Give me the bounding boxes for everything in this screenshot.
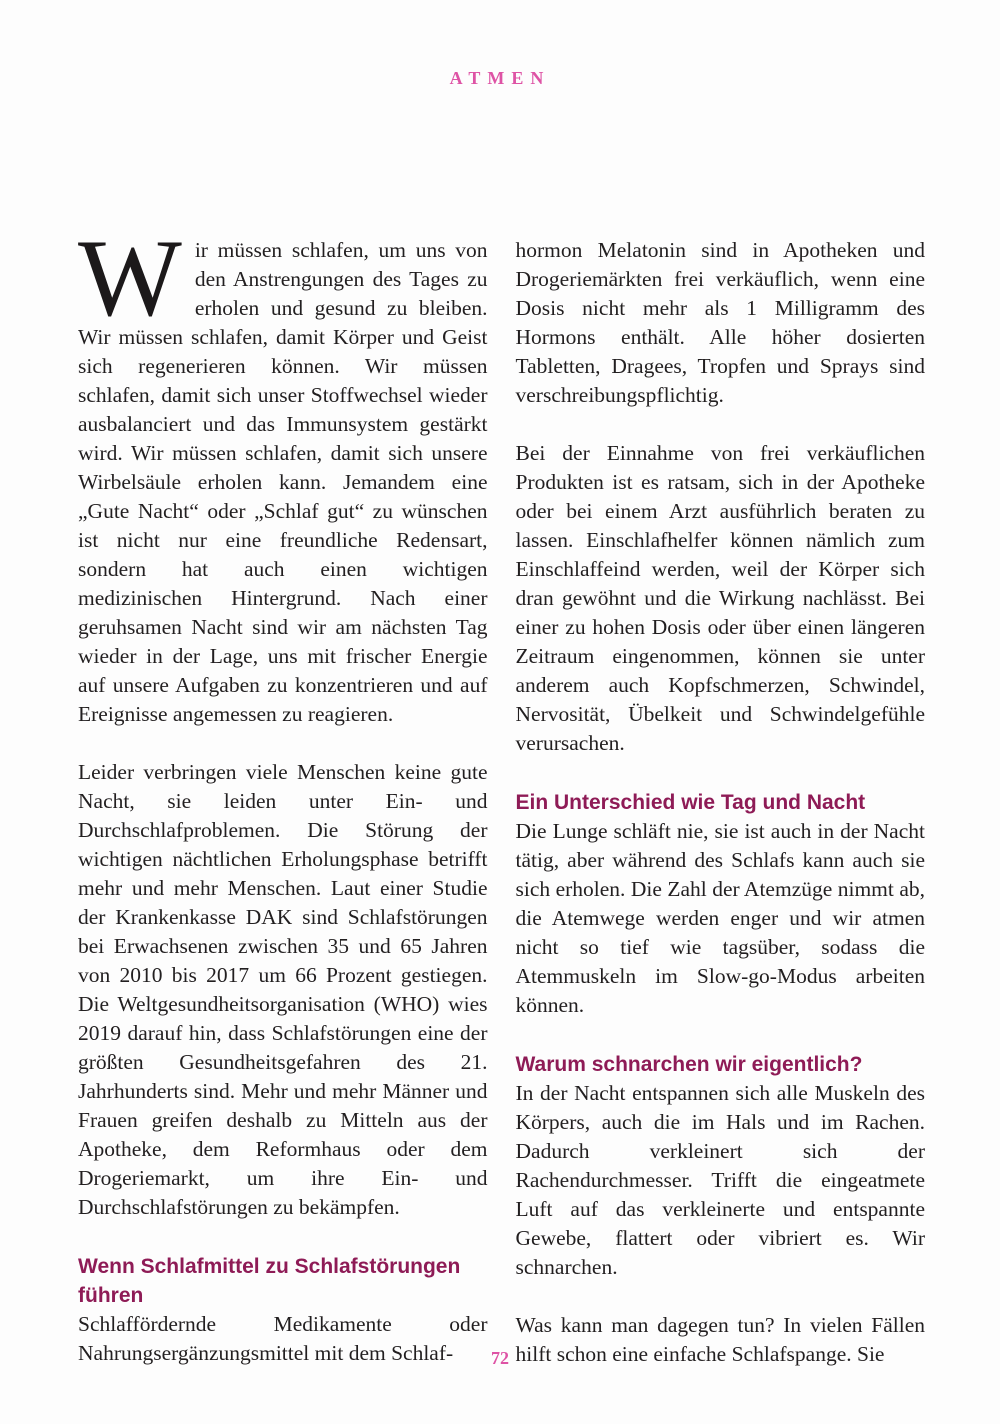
lung-paragraph: Die Lunge schläft nie, sie ist auch in der Nacht tätig, aber während des Schlafs kann auch sie sich erholen. Die Zahl der Atemzüge nimmt ab, die Atemwege werden enger und wir atmen nicht so tief wie tagsüber, sodass die Atemmuskeln im Slow-go-Modus arbeiten können. bbox=[515, 819, 925, 1017]
left-column bbox=[78, 217, 488, 1369]
running-head: ATMEN bbox=[449, 68, 551, 88]
remedy-paragraph-start: Was kann man dagegen tun? In vielen Fällen hilft schon eine einfache Schlafspange. Sie bbox=[515, 1313, 925, 1366]
page-content bbox=[78, 217, 925, 1369]
advice-paragraph: Bei der Einnahme von frei verkäuflichen Produkten ist es ratsam, sich in der Apotheke oder bei einem Arzt ausführlich beraten zu lassen. Einschlafhelfer können nämlich zum Einschlaffeind werden, weil der Körper sich dran gewöhnt und die Wirkung nachlässt. Bei einer zu hohen Dosis oder über einen längeren Zeitraum eingenommen, können sie unter anderem auch Kopfschmerzen, Schwindel, Nervosität, Übelkeit und Schwindelgefühle verursachen. bbox=[515, 441, 925, 755]
right-column bbox=[516, 236, 926, 1369]
snoring-paragraph: In der Nacht entspannen sich alle Muskeln des Körpers, auch die im Hals und im Rachen. Dadurch verkleinert sich der Rachendurchmesser. Trifft die eingeatmete Luft auf das verkleinerte und entspannte Gewebe, flattert oder vibriert es. Wir schnarchen. bbox=[515, 1081, 925, 1279]
intro-paragraph bbox=[78, 217, 488, 729]
intro-paragraph-text: ir müssen schlafen, um uns von den Anstrengungen des Tages zu erholen und gesund zu bleiben. Wir müssen schlafen, damit Körper und Geist sich regenerieren können. Wir müssen schlafen, damit sich unser Stoffwechsel wieder ausbalanciert und das Immunsystem gestärkt wird. Wir müssen schlafen, damit sich unsere Wirbelsäule erholen kann. Jemandem eine „Gute Nacht“ oder „Schlaf gut“ zu wünschen ist nicht nur eine freundliche Redensart, sondern hat auch einen wichtigen medizinischen Hintergrund. Nach einer geruhsamen Nacht sind wir am nächsten Tag wieder in der Lage, uns mit frischer Energie auf unsere Aufgaben zu konzentrieren und auf Ereignisse angemessen zu reagieren. bbox=[78, 238, 488, 726]
sleep-aids-paragraph-start: Schlaffördernde Medikamente oder Nahrungsergänzungsmittel mit dem Schlaf- bbox=[78, 1312, 488, 1365]
section-heading-day-night: Ein Unterschied wie Tag und Nacht bbox=[515, 791, 866, 814]
section-heading-sleep-aids: Wenn Schlafmittel zu Schlafstörungen führen bbox=[78, 1255, 461, 1307]
section-heading-snoring: Warum schnarchen wir eigentlich? bbox=[515, 1053, 863, 1076]
drop-cap: W bbox=[78, 217, 182, 339]
melatonin-paragraph: hormon Melatonin sind in Apotheken und Drogeriemärkten frei verkäuflich, wenn eine Dosis nicht mehr als 1 Milligramm des Hormons enthält. Alle höher dosierten Tabletten, Dragees, Tropfen und Sprays sind verschreibungspflichtig. bbox=[515, 238, 925, 407]
page-number: 72 bbox=[491, 1348, 509, 1368]
sleep-problems-paragraph: Leider verbringen viele Menschen keine gute Nacht, sie leiden unter Ein- und Durchschlafproblemen. Die Störung der wichtigen nächtlichen Erholungsphase betrifft mehr und mehr Menschen. Laut einer Studie der Krankenkasse DAK sind Schlafstörungen bei Erwachsenen zwischen 35 und 65 Jahren von 2010 bis 2017 um 66 Prozent gestiegen. Die Weltgesundheitsorganisation (WHO) wies 2019 darauf hin, dass Schlafstörungen eine der größten Gesundheitsgefahren des 21. Jahrhunderts sind. Mehr und mehr Männer und Frauen greifen deshalb zu Mitteln aus der Apotheke, dem Reformhaus oder dem Drogeriemarkt, um ihre Ein- und Durchschlafstörungen zu bekämpfen. bbox=[78, 760, 488, 1219]
